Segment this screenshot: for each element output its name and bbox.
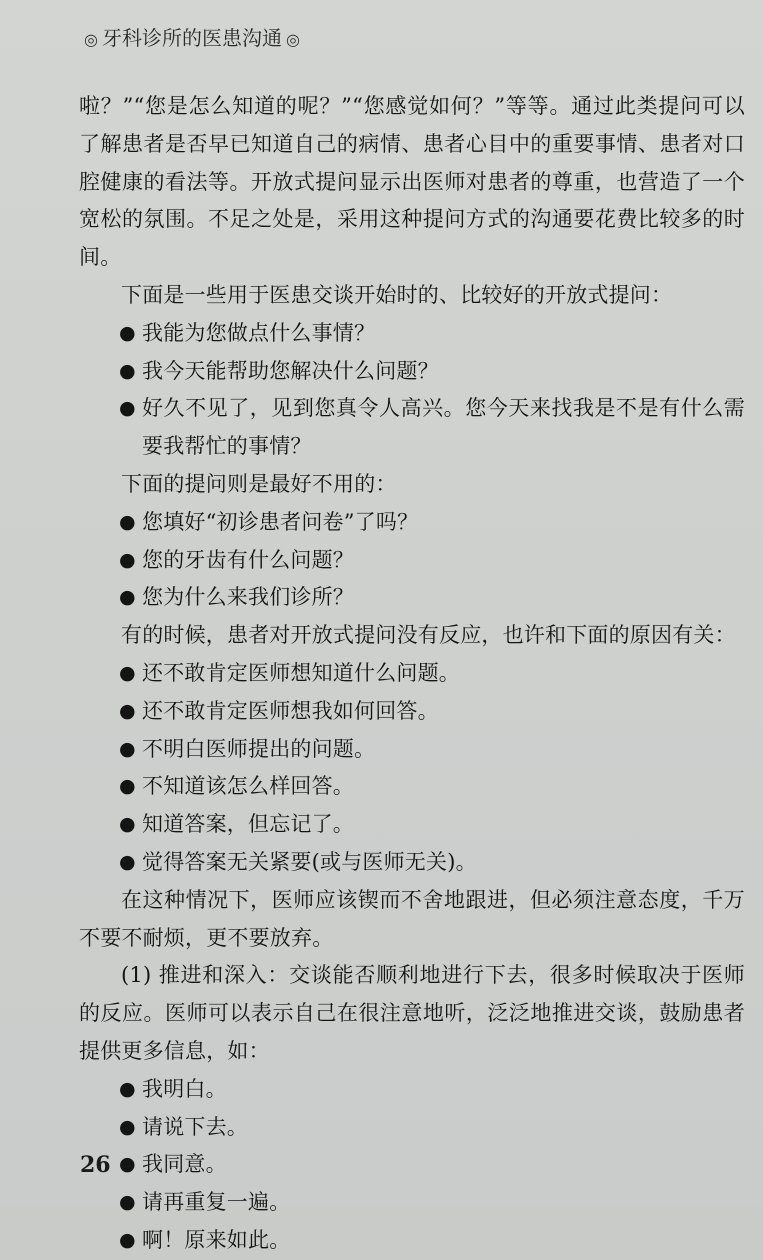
- bad-questions-list: [79, 504, 745, 617]
- list-item: [79, 579, 745, 617]
- bullet-icon: ●: [119, 1228, 136, 1251]
- list-item-text: 知道答案，但忘记了。: [142, 812, 354, 837]
- responses-list: [79, 1071, 745, 1260]
- running-header: [80, 22, 304, 51]
- list-item: [79, 693, 745, 731]
- list-item-text: 您为什么来我们诊所？: [142, 585, 354, 610]
- list-item-text: 请再重复一遍。: [142, 1190, 291, 1215]
- bullet-icon: ●: [119, 359, 136, 382]
- bullet-icon: ●: [119, 1115, 136, 1138]
- list-item-text: 觉得答案无关紧要(或与医师无关)。: [142, 849, 477, 874]
- bullet-icon: ●: [119, 1191, 136, 1214]
- bullet-icon: ●: [119, 775, 136, 798]
- paragraph-bad-questions-intro: 下面的提问则是最好不用的：: [121, 471, 397, 496]
- list-item-text: 您填好“初诊患者问卷”了吗？: [142, 509, 419, 534]
- bullet-icon: ●: [119, 661, 136, 684]
- bullet-icon: ●: [119, 1153, 136, 1176]
- bullet-icon: ●: [119, 321, 136, 344]
- list-item: [79, 1222, 745, 1260]
- list-item-text: 啊！原来如此。: [142, 1227, 291, 1252]
- list-item-text: 我同意。: [142, 1152, 227, 1177]
- paragraph-reasons-intro: 有的时候，患者对开放式提问没有反应，也许和下面的原因有关：: [121, 623, 736, 648]
- bullet-icon: ●: [119, 813, 136, 836]
- bullet-icon: ●: [119, 397, 136, 420]
- list-item: [79, 768, 745, 806]
- paragraph-good-questions-intro: 下面是一些用于医患交谈开始时的、比较好的开放式提问：: [121, 282, 673, 307]
- header-mark-left: ◎: [84, 30, 98, 49]
- bullet-icon: ●: [119, 699, 136, 722]
- paragraph-advance-and-deepen: (1) 推进和深入：交谈能否顺利地进行下去，很多时候取决于医师的反应。医师可以表示自己在很注意地听，泛泛地推进交谈，鼓励患者提供更多信息，如：: [79, 963, 745, 1063]
- list-item: [79, 1184, 745, 1222]
- list-item: [79, 1109, 745, 1147]
- good-questions-list: [79, 315, 745, 466]
- list-item: [79, 1146, 745, 1184]
- list-item: [79, 504, 745, 542]
- header-mark-right: ◎: [285, 30, 300, 49]
- paragraph-follow-up: 在这种情况下，医师应该锲而不舍地跟进，但必须注意态度，千万不要不耐烦，更不要放弃。: [79, 887, 745, 950]
- header-title: 牙科诊所的医患沟通: [101, 26, 282, 50]
- list-item: [79, 542, 745, 580]
- list-item-text: 请说下去。: [142, 1114, 248, 1139]
- bullet-icon: ●: [119, 586, 136, 609]
- list-item: [79, 1071, 745, 1109]
- list-item-text: 我能为您做点什么事情？: [142, 320, 376, 345]
- list-item: [79, 655, 745, 693]
- list-item-text: 不知道该怎么样回答。: [142, 774, 354, 799]
- list-item-text: 我明白。: [142, 1076, 227, 1101]
- bullet-icon: ●: [119, 1077, 136, 1100]
- list-item: [79, 844, 745, 882]
- list-item-text: 好久不见了，见到您真令人高兴。您今天来找我是不是有什么需要我帮忙的事情？: [142, 396, 745, 459]
- reasons-list: [79, 655, 745, 882]
- list-item: [79, 315, 745, 353]
- paragraph-open-questions: 啦？”“您是怎么知道的呢？”“您感觉如何？”等等。通过此类提问可以了解患者是否早已知道自己的病情、患者心目中的重要事情、患者对口腔健康的看法等。开放式提问显示出医师对患者的尊重，也营造了一个宽松的氛围。不足之处是，采用这种提问方式的沟通要花费比较多的时间。: [79, 94, 745, 270]
- list-item: [79, 731, 745, 769]
- body-text: [79, 88, 745, 1260]
- bullet-icon: ●: [119, 548, 136, 571]
- bullet-icon: ●: [119, 850, 136, 873]
- list-item-text: 您的牙齿有什么问题？: [142, 547, 354, 572]
- list-item: [79, 806, 745, 844]
- list-item: [79, 390, 745, 466]
- list-item-text: 还不敢肯定医师想知道什么问题。: [142, 660, 460, 685]
- list-item-text: 不明白医师提出的问题。: [142, 736, 376, 761]
- bullet-icon: ●: [119, 510, 136, 533]
- list-item-text: 还不敢肯定医师想我如何回答。: [142, 698, 439, 723]
- bullet-icon: ●: [119, 737, 136, 760]
- list-item: [79, 353, 745, 391]
- list-item-text: 我今天能帮助您解决什么问题？: [142, 358, 439, 383]
- page-number: 26: [80, 1152, 111, 1178]
